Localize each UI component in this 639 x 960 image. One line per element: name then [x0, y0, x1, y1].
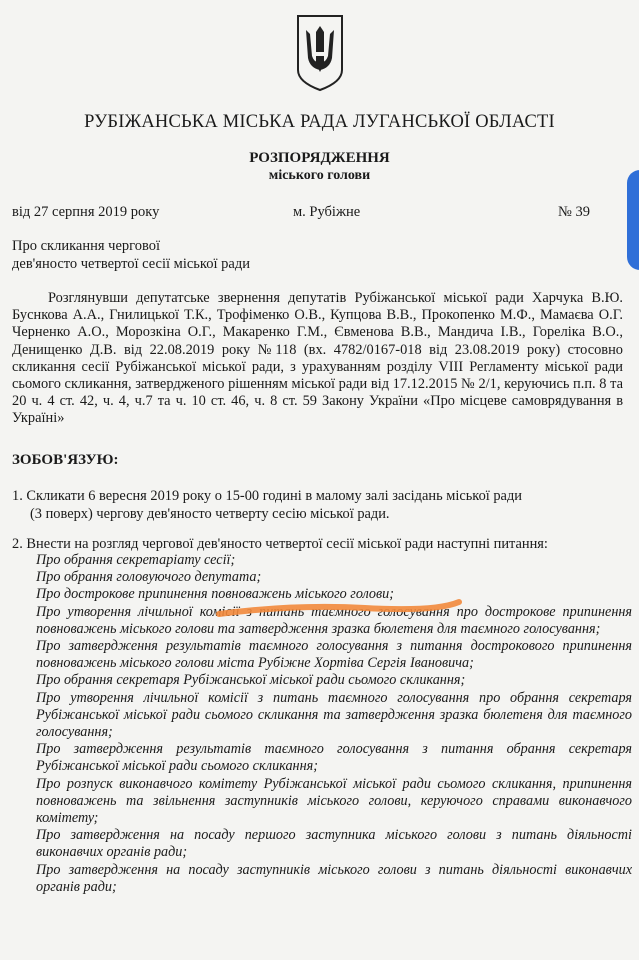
agenda-item: Про дострокове припинення повноважень міського голови; [36, 586, 394, 603]
item-2-intro: 2. Внести на розгляд чергової дев'яносто четвертої сесії міської ради наступні питання: [12, 536, 548, 552]
preamble-paragraph: Розглянувши депутатське звернення депутатів Рубіжанської міської ради Харчука В.Ю. Буснкова А.А., Гнилицької Т.К., Трофіменко О.В., Купцова В.В., Прокопенко М.Ф., Мамаєва О.Г. Черненко А.О., Морозкіна О.Г., Макаренко Г.М., Євменова В.В., Мандича І.В., Горелікa В.О., Денищенко Д.В. від 22.08.2019 року №118 (вх. 4782/0167-018 від 23.08.2019 року) стосовно скликання сесії Рубіжанської міської ради, з урахуванням розділу VIII Регламенту міської ради сьомого скликання, затвердженого рішенням міської ради від 17.12.2015 № 2/1, керуючись п.п. 8 та 20 ч. 4 ст. 42, ч. 4, ч.7 та ч. 10 ст. 46, ч. 8 ст. 59 Закону України «Про місцеве самоврядування в Україні» [12, 290, 623, 427]
highlight-stroke [215, 594, 465, 624]
agenda-item: Про обрання секретаріату сесії; [36, 552, 236, 568]
council-title: РУБІЖАНСЬКА МІСЬКА РАДА ЛУГАНСЬКОЇ ОБЛАСТІ [84, 112, 555, 132]
resolve-heading: ЗОБОВ'ЯЗУЮ: [12, 452, 119, 468]
document-place: м. Рубіжне [293, 204, 361, 220]
agenda-item: Про утворення лічильної комісії з питань таємного голосування про дострокове припинення повноважень міського голови та затвердження зразка бюлетеня для таємного голосування; [36, 603, 632, 637]
item-1-line: 1. Скликати 6 вересня 2019 року о 15-00 годині в малому залі засідань міської ради [12, 488, 522, 504]
agenda-item: Про утворення лічильної комісії з питань таємного голосування про обрання секретаря Рубіжанської міської ради сьомого скликання та затвердження зразка бюлетеня для таємного голосування; [36, 689, 632, 741]
agenda-item: Про обрання секретаря Рубіжанської міської ради сьомого скликання; [36, 672, 466, 689]
subject-line: Про скликання чергової [12, 238, 160, 254]
agenda-item: Про затвердження результатів таємного голосування з питання обрання секретаря Рубіжанської міської ради сьомого скликання; [36, 741, 632, 775]
subject-line: дев'яносто четвертої сесії міської ради [12, 256, 250, 272]
document-number: № 39 [558, 204, 590, 220]
scroll-tab[interactable] [627, 170, 639, 270]
agenda-item: Про розпуск виконавчого комітету Рубіжанської міської ради сьомого скликання, припинення повноважень та звільнення заступників міського голови, керуючого справами виконавчого комітету; [36, 775, 632, 827]
document-date: від 27 серпня 2019 року [12, 204, 160, 220]
document-subtype: міського голови [268, 168, 371, 183]
agenda-item: Про обрання головуючого депутата; [36, 569, 262, 586]
item-1-line: (3 поверх) чергову дев'яносто четверту сесію міської ради. [30, 506, 390, 522]
agenda-item: Про затвердження результатів таємного голосування з питання дострокового припинення повноважень міського голови міста Рубіжне Хортіва Сергія Івановича; [36, 638, 632, 672]
agenda-item: Про затвердження на посаду першого заступника міського голови з питань діяльності виконавчих органів ради; [36, 827, 632, 861]
agenda-item: Про затвердження на посаду заступників міського голови з питань діяльності виконавчих органів ради; [36, 861, 632, 895]
trident-emblem-icon [292, 12, 348, 92]
document-type: РОЗПОРЯДЖЕННЯ [249, 150, 390, 166]
